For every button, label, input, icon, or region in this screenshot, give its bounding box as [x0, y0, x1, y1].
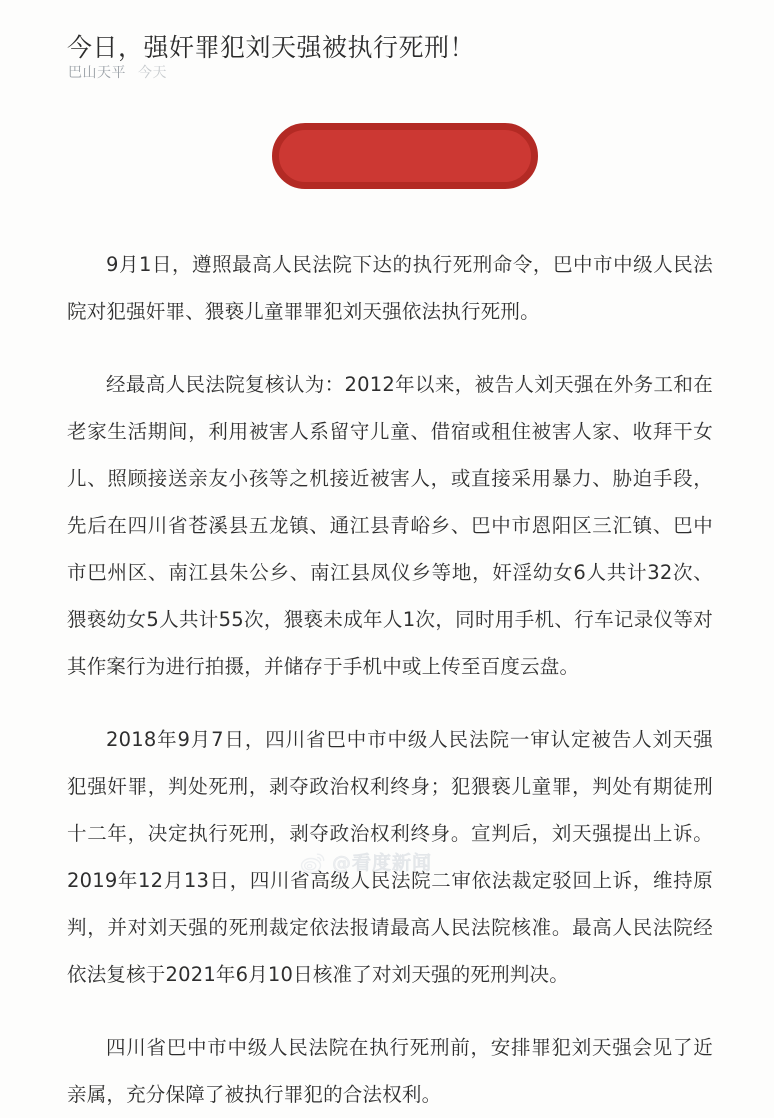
- weibo-eye-icon: [300, 852, 326, 874]
- page-title: 今日，强奸罪犯刘天强被执行死刑！: [67, 32, 476, 62]
- byline-timestamp: 今天: [138, 65, 167, 81]
- byline: [68, 63, 167, 83]
- article-body: [67, 241, 713, 1118]
- watermark: [300, 849, 480, 877]
- article-paragraph: 经最高人民法院复核认为：2012年以来，被告人刘天强在外务工和在老家生活期间，利用被害人系留守儿童、借宿或租住被害人家、收拜干女儿、照顾接送亲友小孩等之机接近被害人，或直接采用暴力、胁迫手段，先后在四川省苍溪县五龙镇、通江县青峪乡、巴中市恩阳区三汇镇、巴中市巴州区、南江县朱公乡、南江县凤仪乡等地，奸淫幼女6人共计32次、猥亵幼女5人共计55次，猥亵未成年人1次，同时用手机、行车记录仪等对其作案行为进行拍摄，并储存于手机中或上传至百度云盘。: [67, 373, 713, 678]
- article-paragraph: 四川省巴中市中级人民法院在执行死刑前，安排罪犯刘天强会见了近亲属，充分保障了被执行罪犯的合法权利。: [67, 1036, 713, 1106]
- watermark-handle: @看度新闻: [332, 852, 433, 874]
- redacted-image-block: [272, 123, 538, 189]
- article-paragraph: 2018年9月7日，四川省巴中市中级人民法院一审认定被告人刘天强犯强奸罪，判处死刑，剥夺政治权利终身；犯猥亵儿童罪，判处有期徒刑十二年，决定执行死刑，剥夺政治权利终身。宣判后，刘天强提出上诉。2019年12月13日，四川省高级人民法院二审依法裁定驳回上诉，维持原判，并对刘天强的死刑裁定依法报请最高人民法院核准。最高人民法院经依法复核于2021年6月10日核准了对刘天强的死刑判决。: [67, 728, 713, 986]
- byline-source[interactable]: 巴山天平: [68, 65, 126, 81]
- article-paragraph: 9月1日，遵照最高人民法院下达的执行死刑命令，巴中市中级人民法院对犯强奸罪、猥亵儿童罪罪犯刘天强依法执行死刑。: [67, 253, 713, 323]
